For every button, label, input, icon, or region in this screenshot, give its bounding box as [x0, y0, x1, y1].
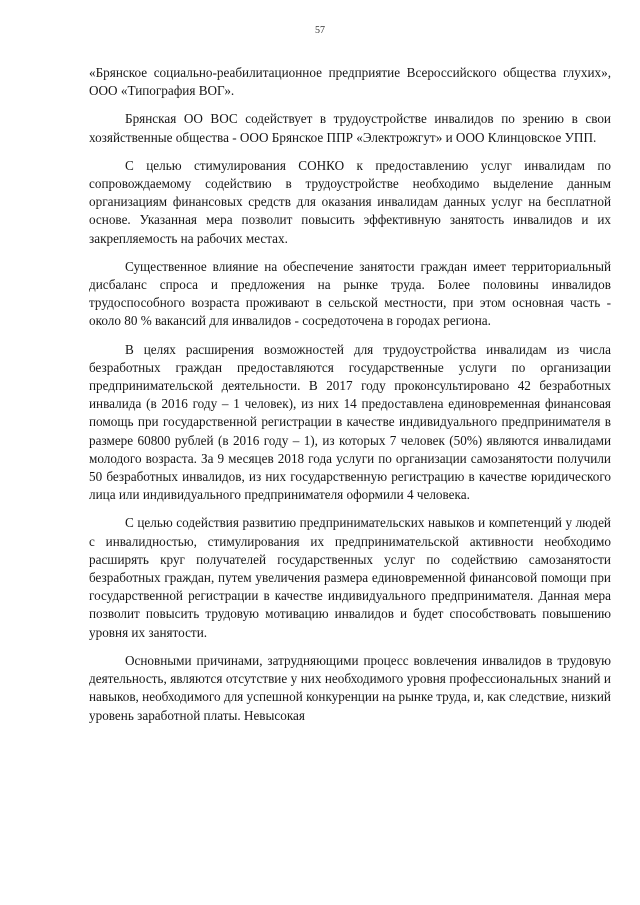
paragraph-2: Брянская ОО ВОС содействует в трудоустройстве инвалидов по зрению в свои хозяйственные общества - ООО Брянское ППР «Электрожгут» и ООО Клинцовское УПП. [89, 111, 611, 145]
page-number: 57 [315, 25, 325, 36]
paragraph-6: С целью содействия развитию предпринимательских навыков и компетенций у людей с инвалидностью, стимулирования их предпринимательской активности необходимо расширять круг получателей государственных услуг по содействию самозанятости безработных граждан, путем увеличения размера единовременной финансовой помощи при государственной регистрации в качестве индивидуального предпринимателя. Данная мера позволит повысить трудовую мотивацию инвалидов и будет способствовать повышению уровня их занятости. [89, 515, 611, 640]
paragraph-4: Существенное влияние на обеспечение занятости граждан имеет территориальный дисбаланс спроса и предложения на рынке труда. Более половины инвалидов трудоспособного возраста проживают в сельской местности, при этом основная часть - около 80 % вакансий для инвалидов - сосредоточена в городах региона. [89, 258, 611, 329]
paragraph-3: С целью стимулирования СОНКО к предоставлению услуг инвалидам по сопровождаемому содействию в трудоустройстве необходимо выделение данным организациям финансовых средств для оказания инвалидам данных услуг на бесплатной основе. Указанная мера позволит повысить эффективную занятость инвалидов и их закрепляемость на рабочих местах. [89, 157, 611, 246]
paragraph-1: «Брянское социально-реабилитационное предприятие Всероссийского общества глухих», ООО «Типография ВОГ». [89, 65, 611, 99]
body-text [89, 64, 611, 735]
paragraph-5: В целях расширения возможностей для трудоустройства инвалидам из числа безработных граждан предоставляются государственные услуги по организации предпринимательской деятельности. В 2017 году проконсультировано 42 безработных инвалида (в 2016 году – 1 человек), из них 14 предоставлена единовременная финансовая помощь при государственной регистрации в качестве индивидуального предпринимателя в размере 60800 рублей (в 2016 году – 1), из которых 7 человек (50%) являются инвалидами молодого возраста. За 9 месяцев 2018 года услуги по организации самозанятости получили 50 безработных инвалидов, из них государственную регистрацию в качестве юридического лица или индивидуального предпринимателя оформили 4 человека. [89, 341, 611, 503]
paragraph-7: Основными причинами, затрудняющими процесс вовлечения инвалидов в трудовую деятельность, являются отсутствие у них необходимого уровня профессиональных знаний и навыков, необходимого для успешной конкуренции на рынке труда, и, как следствие, низкий уровень заработной платы. Невысокая [89, 652, 611, 723]
